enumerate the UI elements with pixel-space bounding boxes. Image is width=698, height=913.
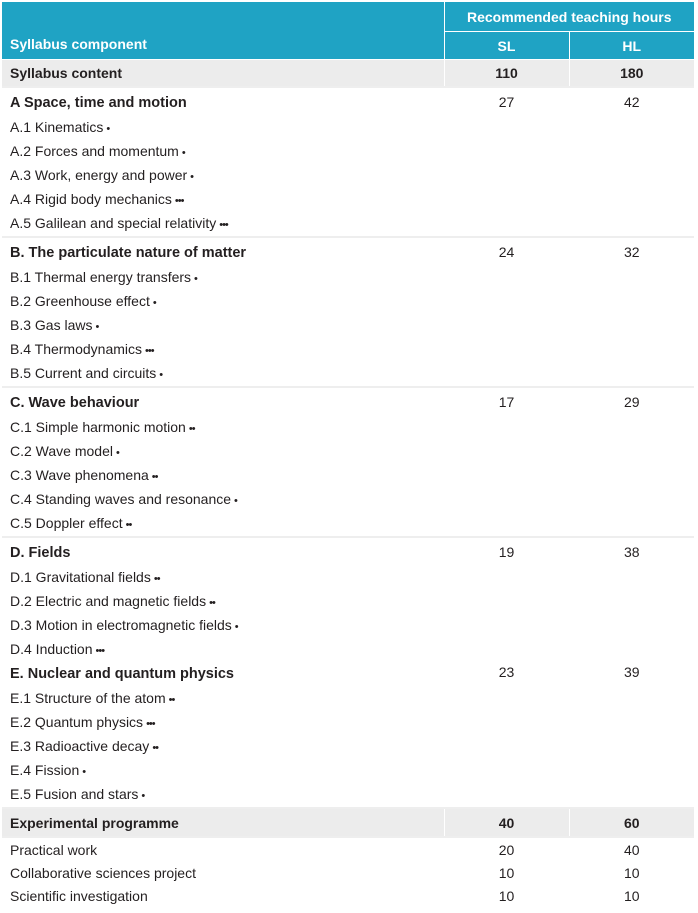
- topic-item: [10, 565, 436, 589]
- experimental-item-hl: 10: [623, 887, 640, 904]
- topic-item: [10, 289, 436, 313]
- section-cell: [2, 387, 444, 537]
- experimental-item-hl: 10: [623, 864, 640, 881]
- topic-dots: •••: [174, 195, 184, 207]
- topic-item: [10, 686, 436, 710]
- topic-label: C.1 Simple harmonic motion: [10, 419, 186, 435]
- topic-item: [10, 415, 436, 439]
- topic-label: C.2 Wave model: [10, 443, 113, 459]
- topic-item: [10, 613, 436, 637]
- topic-dots: ••: [168, 694, 175, 706]
- topic-item: [10, 710, 436, 734]
- teaching-hours-table: [2, 2, 694, 907]
- topic-label: B.5 Current and circuits: [10, 365, 157, 381]
- topic-item: [10, 139, 436, 163]
- topic-dots: •: [181, 147, 185, 159]
- topic-item: [10, 589, 436, 613]
- topic-item: [10, 511, 436, 535]
- section-hl: 29: [569, 387, 694, 537]
- recommended-hours-header: Recommended teaching hours: [444, 2, 694, 32]
- topic-label: E.1 Structure of the atom: [10, 690, 166, 706]
- experimental-item-label: Collaborative sciences project: [2, 861, 444, 884]
- topic-dots: ••: [125, 519, 132, 531]
- topic-label: C.4 Standing waves and resonance: [10, 491, 232, 507]
- topic-dots: •: [234, 621, 238, 633]
- experimental-item-label: Practical work: [2, 837, 444, 861]
- topic-dots: •: [115, 447, 119, 459]
- topic-dots: •: [95, 321, 99, 333]
- syllabus-content-label: Syllabus content: [2, 60, 444, 88]
- topic-item: [10, 758, 436, 782]
- topic-item: [10, 463, 436, 487]
- topic-dots: •: [234, 495, 237, 507]
- hl-header: HL: [569, 32, 694, 60]
- topic-label: A.4 Rigid body mechanics: [10, 191, 172, 207]
- topic-item: [10, 115, 436, 139]
- topic-label: B.4 Thermodynamics: [10, 341, 143, 357]
- syllabus-content-hl: 180: [569, 60, 694, 88]
- topic-dots: •: [159, 369, 163, 381]
- topic-label: C.3 Wave phenomena: [10, 467, 149, 483]
- topic-label: D.1 Gravitational fields: [10, 569, 151, 585]
- topic-dots: •: [194, 273, 197, 285]
- experimental-item-label: Scientific investigation: [2, 884, 444, 907]
- experimental-programme-row: [2, 808, 694, 837]
- experimental-item-row: [2, 861, 694, 884]
- section-sl: 19: [444, 537, 569, 662]
- topic-label: E.3 Radioactive decay: [10, 738, 150, 754]
- section-sl: 17: [444, 387, 569, 537]
- topic-item: [10, 265, 436, 289]
- topic-dots: ••: [152, 742, 159, 754]
- topic-dots: ••: [153, 573, 160, 585]
- topic-label: B.1 Thermal energy transfers: [10, 269, 192, 285]
- experimental-item-row: [2, 837, 694, 861]
- topic-dots: ••: [209, 597, 215, 609]
- section-hl: 38: [623, 544, 640, 560]
- topic-item: [10, 734, 436, 758]
- topic-dots: •: [82, 766, 86, 778]
- topic-item: [10, 637, 436, 661]
- section-title: C. Wave behaviour: [10, 395, 140, 411]
- topic-dots: •: [190, 171, 194, 183]
- section-hl: 42: [569, 87, 694, 237]
- section-sl: 24: [444, 237, 569, 387]
- topic-dots: •: [106, 123, 110, 135]
- topic-label: A.3 Work, energy and power: [10, 167, 188, 183]
- topic-item: [10, 163, 436, 187]
- section-cell: [2, 237, 444, 387]
- topic-item: [10, 187, 436, 211]
- section-row: [2, 237, 694, 387]
- topic-dots: ••: [188, 423, 195, 435]
- experimental-item-sl: 10: [444, 861, 569, 884]
- syllabus-content-sl: 110: [444, 60, 569, 88]
- topic-dots: •••: [146, 718, 155, 730]
- syllabus-content-row: [2, 60, 694, 88]
- experimental-programme-label: Experimental programme: [2, 808, 444, 837]
- section-title: B. The particulate nature of matter: [10, 245, 247, 261]
- experimental-item-sl: 20: [444, 837, 569, 861]
- section-title: D. Fields: [10, 545, 71, 561]
- topic-dots: •••: [145, 345, 154, 357]
- topic-label: A.1 Kinematics: [10, 119, 104, 135]
- topic-item: [10, 439, 436, 463]
- experimental-item-hl: 40: [623, 841, 640, 858]
- topic-label: C.5 Doppler effect: [10, 515, 123, 531]
- section-row: [2, 87, 694, 237]
- topic-label: A.2 Forces and momentum: [10, 143, 179, 159]
- topic-dots: •••: [95, 645, 105, 657]
- syllabus-component-header: Syllabus component: [2, 2, 444, 60]
- experimental-programme-sl: 40: [444, 808, 569, 837]
- section-row: [2, 387, 694, 537]
- topic-item: [10, 782, 436, 806]
- experimental-item-sl: 10: [444, 884, 569, 907]
- topic-dots: •••: [219, 219, 228, 231]
- topic-item: [10, 211, 436, 235]
- topic-item: [10, 361, 436, 385]
- experimental-item-row: [2, 884, 694, 907]
- section-row: [2, 662, 694, 808]
- experimental-programme-hl: 60: [569, 808, 694, 837]
- topic-label: B.3 Gas laws: [10, 317, 93, 333]
- topic-label: B.2 Greenhouse effect: [10, 293, 150, 309]
- topic-label: D.3 Motion in electromagnetic fields: [10, 617, 232, 633]
- section-hl: 32: [569, 237, 694, 387]
- topic-label: E.4 Fission: [10, 762, 80, 778]
- section-title: E. Nuclear and quantum physics: [10, 666, 234, 682]
- section-title: A Space, time and motion: [10, 95, 187, 111]
- section-cell: [2, 662, 444, 808]
- topic-label: D.2 Electric and magnetic fields: [10, 593, 207, 609]
- section-sl: 27: [444, 87, 569, 237]
- section-cell: [2, 537, 444, 662]
- topic-label: D.4 Induction: [10, 641, 93, 657]
- topic-dots: •: [141, 790, 145, 802]
- section-row: [2, 537, 694, 662]
- topic-item: [10, 487, 436, 511]
- topic-item: [10, 337, 436, 361]
- section-hl: 39: [569, 662, 694, 808]
- sl-header: SL: [444, 32, 569, 60]
- topic-label: E.2 Quantum physics: [10, 714, 144, 730]
- topic-item: [10, 313, 436, 337]
- topic-label: A.5 Galilean and special relativity: [10, 215, 217, 231]
- topic-dots: •: [152, 297, 156, 309]
- section-sl: 23: [444, 662, 569, 808]
- topic-label: E.5 Fusion and stars: [10, 786, 139, 802]
- section-cell: [2, 87, 444, 237]
- topic-dots: ••: [151, 471, 158, 483]
